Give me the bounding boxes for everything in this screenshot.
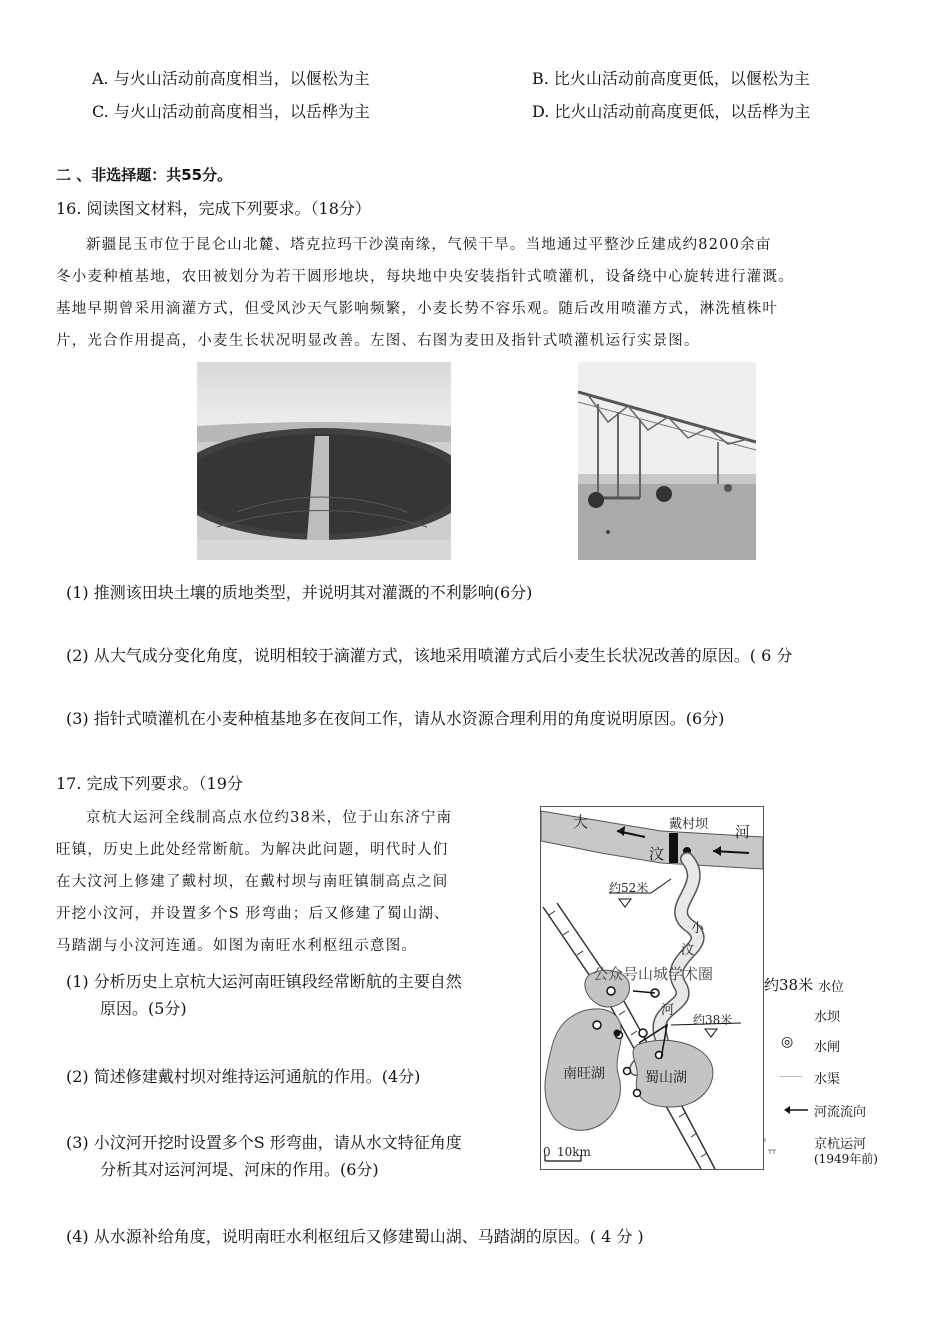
q16-sub3: (3) 指针式喷灌机在小麦种植基地多在夜间工作，请从水资源合理利用的角度说明原因。(6分) <box>66 709 725 728</box>
sprinkler-photo <box>578 362 756 560</box>
dam-mark <box>669 833 678 863</box>
option-d: D. 比火山活动前高度更低，以岳桦为主 <box>532 102 811 121</box>
legend-dam: 水坝 <box>814 1010 841 1025</box>
canal-line-icon <box>780 1076 802 1077</box>
legend-level: 水位 <box>818 980 845 995</box>
watermark-text: 公众号山城学术圈 <box>593 965 714 983</box>
q17-paragraph-line: 在大汶河上修建了戴村坝，在戴村坝与南旺镇制高点之间 <box>56 874 449 890</box>
q16-paragraph-line: 新疆昆玉市位于昆仑山北麓、塔克拉玛干沙漠南缘，气候干旱。当地通过平整沙丘建成约8200余亩 <box>86 237 772 253</box>
q17-paragraph-line: 旺镇，历史上此处经常断航。为解决此问题，明代时人们 <box>56 842 449 858</box>
map-label-da: 大 <box>573 813 589 831</box>
map-label-shushanhu: 蜀山湖 <box>645 1070 687 1086</box>
q16-sub1: (1) 推测该田块土壤的质地类型，并说明其对灌溉的不利影响(6分) <box>66 583 533 602</box>
sluice-icon: ◎ <box>781 1034 794 1050</box>
legend-sluice: 水闸 <box>814 1040 841 1055</box>
map-label-wen2: 汶 <box>681 943 695 958</box>
map-label-xiao: 小 <box>691 921 705 936</box>
scale-10km: 10km <box>557 1145 591 1159</box>
option-a: A. 与火山活动前高度相当，以偃松为主 <box>92 69 370 88</box>
q17-heading: 17. 完成下列要求。（19分 <box>56 774 243 793</box>
legend-flow: 河流流向 <box>814 1105 867 1120</box>
flow-arrow-icon <box>780 1100 810 1112</box>
q17-sub1: (1) 分析历史上京杭大运河南旺镇段经常断航的主要自然 <box>66 972 462 991</box>
q17-sub1-cont: 原因。(5分) <box>100 999 187 1018</box>
legend-canal: 水渠 <box>814 1072 841 1087</box>
legend-grand-canal: 京杭运河 <box>814 1137 867 1152</box>
map-label-he2: 河 <box>661 1003 675 1018</box>
map-label-daicunba: 戴村坝 <box>669 817 709 832</box>
option-c: C. 与火山活动前高度相当，以岳桦为主 <box>92 102 370 121</box>
q17-paragraph-line: 京杭大运河全线制高点水位约38米，位于山东济宁南 <box>86 810 453 826</box>
q17-paragraph-line: 马踏湖与小汶河连通。如图为南旺水利枢纽示意图。 <box>56 938 418 954</box>
wheat-field-photo <box>197 362 451 560</box>
scale-zero: 0 <box>543 1145 551 1159</box>
q17-sub2: (2) 简述修建戴村坝对维持运河通航的作用。(4分) <box>66 1067 421 1086</box>
map-label-elev38: 约38米 <box>693 1013 733 1027</box>
nanwang-hydraulic-map <box>540 806 764 1170</box>
legend-level-value: 约38米 <box>764 976 814 994</box>
q16-paragraph-line: 片，光合作用提高，小麦生长状况明显改善。左图、右图为麦田及指针式喷灌机运行实景图。 <box>56 333 700 349</box>
section-heading: 二 、非选择题：共55分。 <box>56 166 233 184</box>
option-b: B. 比火山活动前高度更低，以偃松为主 <box>532 69 810 88</box>
q16-sub2: (2) 从大气成分变化角度，说明相较于滴灌方式，该地采用喷灌方式后小麦生长状况改善的原因。( 6 分 <box>66 646 793 665</box>
q16-heading: 16. 阅读图文材料，完成下列要求。（18分） <box>56 199 371 218</box>
q16-paragraph-line: 冬小麦种植基地，农田被划分为若干圆形地块，每块地中央安装指针式喷灌机，设备绕中心旋转进行灌溉。 <box>56 269 794 285</box>
legend-grand-canal-note: (1949年前) <box>814 1152 878 1166</box>
grand-canal-icon <box>764 1134 778 1156</box>
q17-sub3-cont: 分析其对运河河堤、河床的作用。(6分) <box>100 1160 379 1179</box>
q17-sub3: (3) 小汶河开挖时设置多个S 形弯曲，请从水文特征角度 <box>66 1133 462 1152</box>
map-label-he: 河 <box>735 823 751 841</box>
q17-sub4: (4) 从水源补给角度，说明南旺水利枢纽后又修建蜀山湖、马踏湖的原因。( 4 分 ) <box>66 1227 644 1246</box>
map-label-wen: 汶 <box>649 845 665 863</box>
q16-paragraph-line: 基地早期曾采用滴灌方式，但受风沙天气影响频繁，小麦长势不容乐观。随后改用喷灌方式，淋洗植株叶 <box>56 301 779 317</box>
map-label-elev52: 约52米 <box>609 881 649 895</box>
map-label-nanwanghu: 南旺湖 <box>563 1066 605 1082</box>
q17-paragraph-line: 开挖小汶河，并设置多个S 形弯曲；后又修建了蜀山湖、 <box>56 906 450 922</box>
